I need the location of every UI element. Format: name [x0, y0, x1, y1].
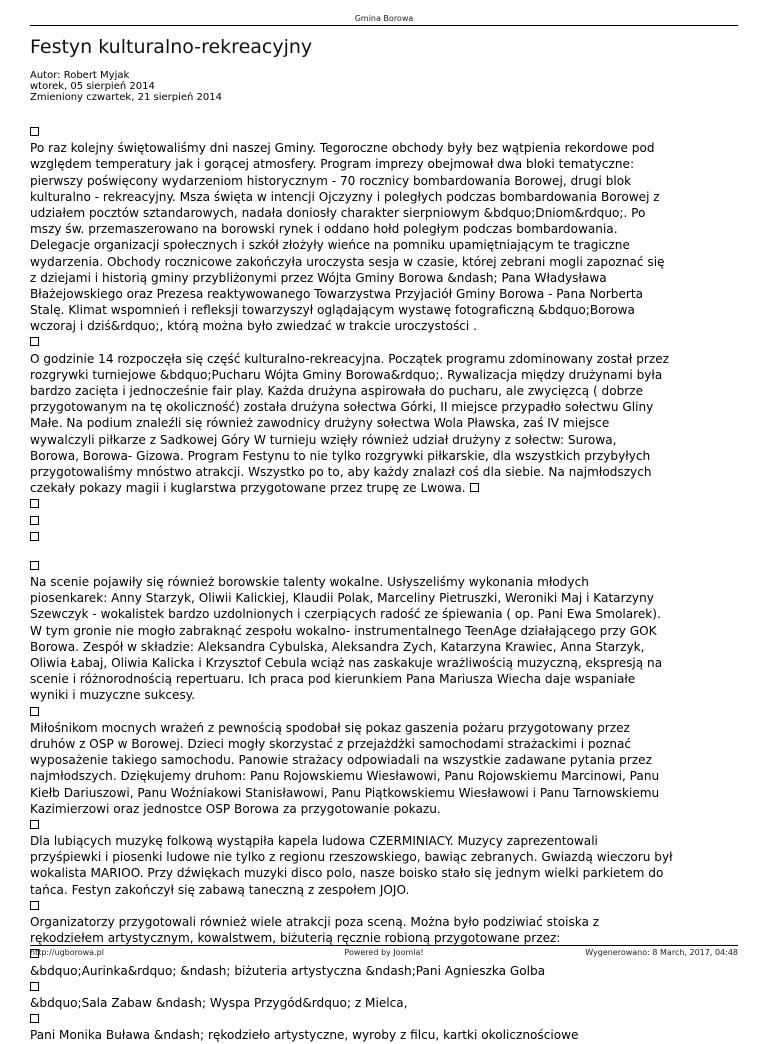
footer-generated-date: Wygenerowano: 8 March, 2017, 04:48 [585, 948, 738, 957]
text-line [30, 930, 742, 946]
line-text: &bdquo;Aurinka&rdquo; &ndash; biżuteria artystyczna &ndash;Pani Agnieszka Golba [30, 963, 546, 978]
missing-image-icon [470, 483, 479, 492]
missing-image-icon [30, 127, 39, 136]
missing-image-icon [30, 499, 39, 508]
text-line [30, 801, 742, 817]
line-text: Dla lubiących muzykę folkową wystąpiła kapela ludowa CZERMINIACY. Muzycy zaprezentowali [30, 834, 598, 849]
text-line [30, 623, 742, 639]
text-line [30, 671, 742, 687]
line-text: &bdquo;Sala Zabaw &ndash; Wyspa Przygód&rdquo; z Mielca, [30, 995, 408, 1010]
line-text: wyposażenie takiego samochodu. Panowie strażacy odpowiadali na wszystkie zadawane pytania przez [30, 753, 652, 768]
image-placeholder-line [30, 1011, 742, 1027]
text-line [30, 655, 742, 671]
text-line [30, 351, 742, 367]
image-placeholder-line [30, 979, 742, 995]
image-placeholder-line [30, 704, 742, 720]
line-text: wczoraj i dziś&rdquo;, którą można było zwiedzać w trakcie uroczystości . [30, 319, 477, 334]
image-placeholder-line [30, 496, 742, 512]
footer-site-link[interactable]: http://ugborowa.pl [30, 948, 104, 957]
line-text: tańca. Festyn zakończył się zabawą taneczną z zespołem JOJO. [30, 882, 410, 897]
line-text: z dziejami i historią gminy przybliżonymi przez Wójta Gminy Borowa &ndash; Pana Władysława [30, 270, 607, 285]
text-line [30, 205, 742, 221]
line-text: bardzo zacięta i jednocześnie fair play. Każda drużyna aspirowała do pucharu, ale zwycięzcą ( dobrze [30, 384, 644, 398]
line-text: najmłodszych. Dziękujemy druhom: Panu Rojowskiemu Wiesławowi, Panu Rojowskiemu Marcinowi, Panu [30, 769, 660, 784]
line-text: Małe. Na podium znaleźli się również zawodnicy drużyny sołectwa Wola Pławska, zaś IV miejsce [30, 416, 610, 431]
text-line [30, 995, 742, 1011]
text-line [30, 270, 742, 286]
line-text: druhów z OSP w Borowej. Dzieci mogły skorzystać z przejażdżki samochodami strażackimi i poznać [30, 736, 632, 751]
article-body [30, 124, 742, 1044]
text-line [30, 140, 742, 156]
article-title: Festyn kulturalno-rekreacyjny [30, 36, 313, 58]
text-line [30, 367, 742, 383]
missing-image-icon [30, 1014, 39, 1023]
line-text: względem temperatury jak i gorącej atmosfery. Program imprezy obejmował dwa bloki tematyczne: [30, 157, 635, 172]
text-line [30, 590, 742, 606]
text-line [30, 639, 742, 655]
text-line [30, 221, 742, 237]
line-text: Kazimierzowi oraz jednostce OSP Borowa za przygotowanie pokazu. [30, 801, 441, 816]
header-divider [30, 25, 738, 26]
article-modified-date: Zmieniony czwartek, 21 sierpień 2014 [30, 92, 222, 103]
line-text: Stalę. Klimat wspomnień i refleksji towarzyszył oglądającym wystawę fotograficzną &bdquo;Borowa [30, 303, 635, 318]
line-text: Organizatorzy przygotowali również wiele atrakcji poza sceną. Można było podziwiać stoiska z [30, 915, 600, 929]
missing-image-icon [30, 337, 39, 346]
line-text: piosenkarek: Anny Starzyk, Oliwii Kalickiej, Klaudii Polak, Marceliny Pietruszki, Weroniki Maj i Katarzyny [30, 591, 654, 606]
text-line [30, 687, 742, 703]
text-line [30, 963, 742, 979]
image-placeholder-line [30, 124, 742, 140]
paragraph-gap [30, 545, 742, 558]
image-placeholder-line [30, 558, 742, 574]
line-text: O godzinie 14 rozpoczęła się część kulturalno-rekreacyjna. Początek programu zdominowany został przez [30, 351, 669, 366]
line-text: wywalczyli piłkarze z Sadkowej Góry W turnieju wzięły również udział drużyny z sołectw: Surowa, [30, 432, 617, 447]
text-line [30, 882, 742, 898]
line-text: Po raz kolejny świętowaliśmy dni naszej Gminy. Tegoroczne obchody były bez wątpienia rekordowe pod [30, 141, 655, 156]
line-text: kulturalno - rekreacyjny. Msza święta w intencji Ojczyzny i poległych podczas bombardowania Borowej z [30, 189, 660, 204]
text-line [30, 448, 742, 464]
line-text: przygotowaliśmy mnóstwo atrakcji. Wszystko po to, aby każdy znalazł coś dla siebie. Na najmłodszych [30, 464, 652, 479]
image-placeholder-line [30, 513, 742, 529]
line-text: scenie i różnorodnością repertuaru. Ich praca pod kierunkiem Pana Mariusza Wiecha daje wspaniałe [30, 672, 636, 687]
missing-image-icon [30, 820, 39, 829]
missing-image-icon [30, 532, 39, 541]
text-line [30, 752, 742, 768]
text-line [30, 865, 742, 881]
text-line [30, 254, 742, 270]
text-line [30, 383, 742, 399]
line-text: Borowa, Borowa- Gizowa. Program Festynu to nie tylko rozgrywki piłkarskie, dla wszystkich przybyłych [30, 448, 651, 463]
line-text: Na scenie pojawiły się również borowskie talenty wokalne. Usłyszeliśmy wykonania młodych [30, 575, 589, 590]
line-text: wokalista MARIOO. Przy dźwiękach muzyki disco polo, nasze boisko stało się jednym wielki parkietem do [30, 866, 664, 881]
line-text: W tym gronie nie mogło zabraknąć zespołu wokalno- instrumentalnego TeenAge działającego przy GOK [30, 623, 657, 638]
article-author: Autor: Robert Myjak [30, 70, 130, 81]
site-header: Gmina Borowa [354, 14, 414, 23]
image-placeholder-line [30, 817, 742, 833]
article-created-date: wtorek, 05 sierpień 2014 [30, 81, 155, 92]
line-text: mszy św. przemaszerowano na borowski rynek i oddano hołd poległym podczas bombardowania. [30, 222, 618, 237]
text-line [30, 480, 742, 496]
line-text: rękodziełem artystycznym, kowalstwem, biżuterią ręcznie robioną przygotowane przez: [30, 931, 561, 946]
text-line [30, 768, 742, 784]
line-text: Błażejowskiego oraz Prezesa reaktywowanego Towarzystwa Przyjaciół Gminy Borowa - Pana Norberta [30, 286, 644, 301]
text-line [30, 173, 742, 189]
line-text: Szewczyk - wokalistek bardzo uzdolnionych i czerpiących radość ze śpiewania ( op. Pani Ewa Smolarek). [30, 607, 661, 622]
line-text: Pani Monika Buława &ndash; rękodzieło artystyczne, wyroby z filcu, kartki okolicznościowe [30, 1028, 579, 1043]
text-line [30, 318, 742, 334]
line-text: Borowa. Zespół w składzie: Aleksandra Cybulska, Aleksandra Zych, Katarzyna Krawiec, Anna Starzyk, [30, 639, 645, 654]
missing-image-icon [30, 516, 39, 525]
text-line [30, 785, 742, 801]
text-line [30, 302, 742, 318]
line-text: udziałem pocztów sztandarowych, nadała doniosły charakter sierpniowym &bdquo;Dniom&rdquo;. Po [30, 205, 646, 220]
text-line [30, 914, 742, 930]
line-text: rozgrywki turniejowe &bdquo;Pucharu Wójta Gminy Borowa&rdquo;. Rywalizacja między drużynami była [30, 367, 663, 382]
text-line [30, 464, 742, 480]
image-placeholder-line [30, 898, 742, 914]
image-placeholder-line [30, 334, 742, 350]
text-line [30, 833, 742, 849]
line-text: czekały pokazy magii i kuglarstwa przygotowane przez trupę ze Lwowa. [30, 481, 470, 496]
line-text: Oliwia Łabaj, Oliwia Kalicka i Krzysztof Cebula wciąż nas zaskakuje wrażliwością muzyczną, ekspresją na [30, 656, 663, 670]
line-text: wyniki i muzyczne sukcesy. [30, 688, 196, 703]
line-text: przygotowanym na tę okoliczność) została drużyna sołectwa Górki, II miejsce przypadło sołectwu Gliny [30, 400, 654, 415]
text-line [30, 399, 742, 415]
text-line [30, 156, 742, 172]
text-line [30, 720, 742, 736]
missing-image-icon [30, 901, 39, 910]
missing-image-icon [30, 707, 39, 716]
line-text: wydarzenia. Obchody rocznicowe zakończyła uroczysta sesja w czasie, której zebrani mogli zapoznać się [30, 254, 665, 269]
text-line [30, 189, 742, 205]
image-placeholder-line [30, 529, 742, 545]
text-line [30, 574, 742, 590]
text-line [30, 237, 742, 253]
text-line [30, 606, 742, 622]
text-line [30, 736, 742, 752]
line-text: Delegacje organizacji społecznych i szkół złożyły wieńce na pomniku upamiętniającym te tragiczne [30, 238, 630, 253]
line-text: przyśpiewki i piosenki ludowe nie tylko z regionu rzeszowskiego, bawiąc zebranych. Gwiazdą wieczoru był [30, 850, 673, 865]
article-meta [30, 70, 222, 103]
line-text: pierwszy poświęcony wydarzeniom historycznym - 70 rocznicy bombardowania Borowej, drugi blok [30, 173, 632, 188]
text-line [30, 286, 742, 302]
text-line [30, 415, 742, 431]
footer-divider [30, 945, 738, 946]
line-text: Miłośnikom mocnych wrażeń z pewnością spodobał się pokaz gaszenia pożaru przygotowany przez [30, 720, 630, 735]
footer-powered-by: Powered by Joomla! [344, 948, 424, 957]
text-line [30, 1027, 742, 1043]
text-line [30, 432, 742, 448]
line-text: Kiełb Dariuszowi, Panu Woźniakowi Stanisławowi, Panu Piątkowskiemu Wiesławowi i Panu Tarnowskiemu [30, 785, 660, 800]
text-line [30, 849, 742, 865]
missing-image-icon [30, 561, 39, 570]
missing-image-icon [30, 982, 39, 991]
